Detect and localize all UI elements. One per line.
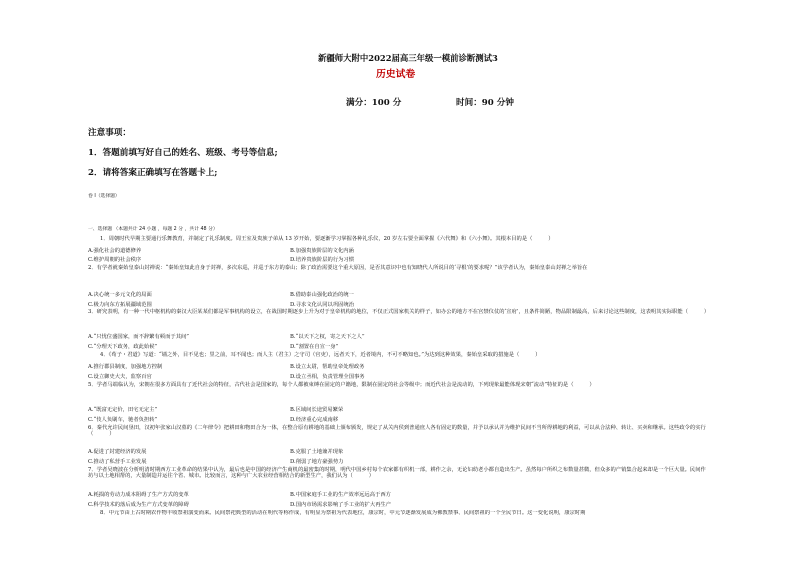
question-2-option-a: A.决心统一多元文化的局面 [88, 292, 152, 298]
question-1-option-a: A.强化社会的道德修养 [88, 248, 142, 254]
question-6-option-c: C.推动了私营手工业发展 [88, 459, 147, 465]
question-3-option-b: B.“以天下之权，寄之天下之人” [290, 334, 365, 340]
question-3-option-c: C.“分理天下政务，政此始候” [88, 344, 158, 350]
question-1-option-b: B.加强贵族阶层的文化内涵 [290, 248, 354, 254]
question-1-stem: 1．周朝时代早期主要通行乐舞教育，并制定了礼乐制度。周王室及贵族子弟从 13 岁开始，要逐渐学习掌握各种礼乐仪，20 岁左右要全面掌握《六代舞》和《六小舞》。其根本目的是（ ） [100, 236, 554, 242]
question-1-option-d: D.培养贵族阶层的行为习惯 [290, 257, 355, 263]
question-2-stem: 2．有学者就秦始皇泰山封禅说：“秦始皇知此自身于封禅，多次东巡，并巡于东方的泰山；除了政治需要这个重大原因，是否其意识中也有知晓代人所说目的‘寻根’的要求呢？”该学者认为，秦始皇泰山封禅之举旨在 [88, 265, 588, 271]
question-5-option-b: B.区域间长途贸易繁荣 [290, 407, 344, 413]
question-7-option-c: C.科学技术的落后成为生产方式变革的障碍 [88, 502, 189, 508]
notice-heading: 注意事项： [88, 128, 131, 138]
full-score: 满分：100 分 [346, 98, 402, 108]
question-5-option-c: C.“伎人负刷车，驰者负担转” [88, 417, 158, 423]
exam-subject: 历史试卷 [376, 69, 416, 80]
question-4-option-a: A.推行郡县制度，加强地方控制 [88, 364, 163, 370]
question-5-option-d: D.经济重心完成南移 [290, 417, 339, 423]
question-4-option-c: C.设立御史大夫，监察百官 [88, 374, 152, 380]
notice-item-2: 2．请将答案正确填写在答题卡上; [88, 168, 218, 178]
question-6-option-a: A.促进了封建经济的发展 [88, 449, 147, 455]
question-7-option-d: D.国内市场需求影响了手工业的扩大再生产 [290, 502, 392, 508]
question-2-option-b: B.借助泰山强化政治的统一 [290, 292, 354, 298]
question-4-option-b: B.设立太尉，帮助皇帝处理政务 [290, 364, 365, 370]
notice-item-1: 1．答题前填写好自己的姓名、班级、考号等信息; [88, 148, 278, 158]
question-4-stem: 4．《荀子・君道》写道：“墙之外，目不见也；里之前，耳不闻也；而人主（君主）之守司（官吏），远者天下，近者境内，不可不略知也。”为达到这种效果，秦始皇采取的措施是（ ） [100, 352, 541, 358]
question-5-stem: 5．学者马端临认为，宋朝在很多方面具有了近代社会的特征，古代社会是国家的，每个人都被束缚在固定的户籍地，限制在固定的社会等级中；而近代社会是流动的，下列现象最能体现宋朝“流动”特征的是（ ） [88, 382, 595, 388]
volume-label: 卷 I（选择题） [88, 194, 120, 199]
question-3-option-a: A.“只忧位盛国家，而不辞繁有顿而于其间” [88, 334, 189, 340]
question-3-option-d: D.“割置在自宣一身” [290, 344, 339, 350]
question-1-option-c: C.维护周朝的社会秩序 [88, 257, 142, 263]
question-2-option-d: D.寻求文化认同以巩固统治 [290, 302, 355, 308]
question-3-stem: 3．研究表明，有一种一代中枢机构的秦汉大臣某某们都是军事机构的设立，在战国时期逐步上升为对于皇帝机构的地位，不仅正式国家机关的样子，如办公的地方不在宫禁仪仗的‘宣府’，且条件简陋，物品限制最高，后来讨论这些制度，这表明其实际职能（ ） [88, 309, 710, 315]
exam-title: 新疆师大附中2022届高三年级一模前诊断测试3 [318, 53, 498, 63]
section-label: 一、选择题 （本题共计 24 小题 ，每题 2 分 ，共计 48 分） [88, 227, 218, 232]
question-8-stem: 8．中元节由上古时期农作物丰收祭祖演变而来。民间祭祀典型的活动在明代等称作成，有明显为祭祖为代表地位，康宗时，中元节逐渐发展成为佛教禁事、民间祭祖的一个全民节日。这一变化说明，康宗时期 [100, 510, 586, 516]
exam-time: 时间：90 分钟 [456, 98, 514, 108]
question-4-option-d: D.设立丞相，负责管理全国事务 [290, 374, 365, 380]
question-6-stem: 6．秦代允许民间垦田，汉初年张家山汉墓的《二年律令》把耕田和物田合为一体，在整合原有耕地的基础上颁布颁发，规定了从关内侯到普通庶人各有固定的数量，并予以承认并为维护民间不当所得耕地的利益，可以从合法种、转让、买卖和继承。这些政令的实行（ ） [88, 425, 706, 437]
question-2-option-c: C.极力向东方拓展疆域范围 [88, 302, 152, 308]
question-5-option-a: A.“既富无定价，田宅无定主” [88, 407, 158, 413]
question-7-option-a: A.耗损的劳动力成本阻碍了生产方式的变革 [88, 492, 189, 498]
question-6-option-d: D.削弱了地方豪强势力 [290, 459, 344, 465]
question-7-option-b: B.中国家庭手工业的生产效率远远高于西方 [290, 492, 391, 498]
question-7-stem: 7．学者吴晓波在分析明清时期西方工业革命的结果中认为，最后也是中国的经济产生商机的最密集的时期，明代中国乡村每个农家都有织机一部，耕作之余，无论妇幼老小都自造出生产。虽然每户所织之布数量甚微，但众多的产销集合起来却是一个巨大量。民间作坊与以土地相帮的，大量制造并运往个省、城市。比较而言，这种与广大农业经营相结合的新型生产，我们认为（ ） [88, 467, 706, 479]
question-6-option-b: B.克服了土地兼并现象 [290, 449, 344, 455]
